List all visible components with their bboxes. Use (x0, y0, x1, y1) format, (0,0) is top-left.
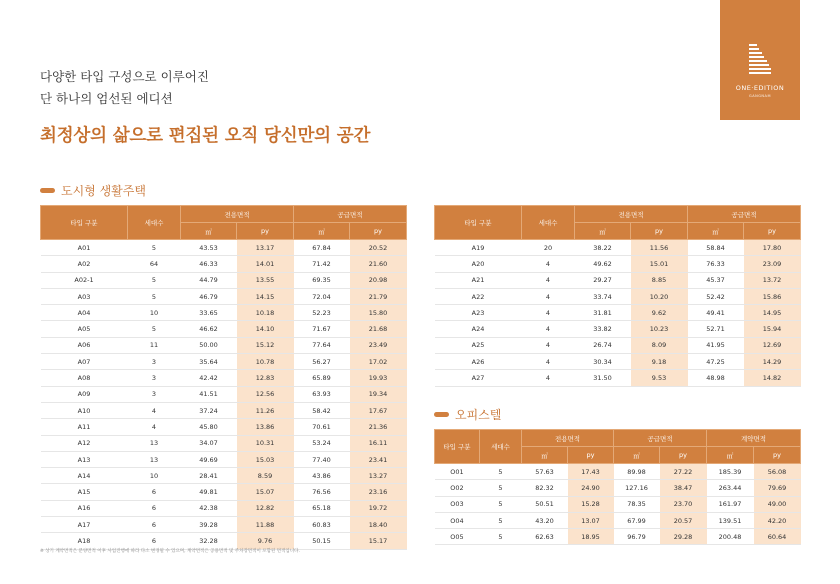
table-cell: 60.83 (294, 517, 350, 533)
header-sqm: ㎡ (522, 447, 568, 464)
section-bar-icon (40, 188, 55, 193)
table-cell: A06 (41, 337, 128, 353)
table-cell: 10 (128, 468, 181, 484)
header-sqm: ㎡ (688, 223, 744, 240)
table-cell: A10 (41, 402, 128, 418)
table-cell: 49.69 (181, 451, 237, 467)
table-cell: 9.53 (631, 370, 688, 386)
table-cell: 37.24 (181, 402, 237, 418)
table-cell: 24.90 (568, 480, 614, 496)
header-exclusive-area: 전용면적 (181, 206, 294, 223)
table-cell: 31.50 (575, 370, 631, 386)
table-cell: 4 (522, 256, 575, 272)
table-row (41, 451, 407, 467)
table-cell: 12.69 (744, 337, 801, 353)
table-cell: 13.07 (568, 512, 614, 528)
table-cell: 76.56 (294, 484, 350, 500)
table-body (435, 240, 801, 387)
header-sqm: ㎡ (294, 223, 350, 240)
table-cell: 31.81 (575, 305, 631, 321)
table-cell: 43.53 (181, 240, 237, 256)
table-cell: 3 (128, 386, 181, 402)
table-cell: 8.59 (237, 468, 294, 484)
brand-logo (720, 0, 800, 120)
table-cell: A11 (41, 419, 128, 435)
table-cell: 5 (480, 480, 522, 496)
table-cell: 28.41 (181, 468, 237, 484)
header-type: 타입 구분 (41, 206, 128, 240)
table-cell: 30.34 (575, 354, 631, 370)
header-exclusive-area: 전용면적 (522, 430, 614, 447)
table-cell: 38.47 (660, 480, 707, 496)
header-type: 타입 구분 (435, 206, 522, 240)
table-cell: 4 (522, 288, 575, 304)
table-cell: 42.42 (181, 370, 237, 386)
table-cell: 26.74 (575, 337, 631, 353)
table-row (41, 272, 407, 288)
table-cell: 17.43 (568, 464, 614, 480)
table-row (41, 402, 407, 418)
table-cell: 62.63 (522, 529, 568, 545)
table-cell: 45.37 (688, 272, 744, 288)
table-cell: A15 (41, 484, 128, 500)
table-row (41, 533, 407, 549)
header-type: 타입 구분 (435, 430, 480, 464)
table-cell: 20.57 (660, 512, 707, 528)
table-row (41, 386, 407, 402)
table-cell: 4 (522, 354, 575, 370)
header-households: 세대수 (522, 206, 575, 240)
table-cell: 67.99 (614, 512, 660, 528)
table-cell: 10.23 (631, 321, 688, 337)
table-cell: 50.15 (294, 533, 350, 549)
officetel-table (434, 429, 801, 545)
table-cell: 13.55 (237, 272, 294, 288)
table-cell: 15.94 (744, 321, 801, 337)
table-cell: 3 (128, 354, 181, 370)
table-cell: 11.56 (631, 240, 688, 256)
table-cell: 44.79 (181, 272, 237, 288)
table-row (41, 240, 407, 256)
table-cell: 60.64 (754, 529, 801, 545)
table-cell: 20.52 (350, 240, 407, 256)
header-py: py (568, 447, 614, 464)
table-cell: 6 (128, 500, 181, 516)
table-cell: 46.33 (181, 256, 237, 272)
table-row (435, 272, 801, 288)
table-cell: 23.09 (744, 256, 801, 272)
header-py: py (237, 223, 294, 240)
table-cell: 5 (128, 321, 181, 337)
table-cell: 5 (480, 496, 522, 512)
table-cell: 4 (522, 321, 575, 337)
table-cell: 185.39 (707, 464, 754, 480)
section-officetel (434, 406, 501, 423)
table-cell: 49.81 (181, 484, 237, 500)
table-cell: 49.62 (575, 256, 631, 272)
table-cell: 33.74 (575, 288, 631, 304)
table-cell: 41.95 (688, 337, 744, 353)
table-cell: 65.89 (294, 370, 350, 386)
header-supply-area: 공급면적 (688, 206, 801, 223)
table-cell: 71.42 (294, 256, 350, 272)
table-cell: A12 (41, 435, 128, 451)
table-cell: 52.23 (294, 305, 350, 321)
table-row (435, 240, 801, 256)
table-cell: 18.40 (350, 517, 407, 533)
table-row (435, 305, 801, 321)
table-cell: A18 (41, 533, 128, 549)
header-sqm: ㎡ (707, 447, 754, 464)
table-cell: A02-1 (41, 272, 128, 288)
table-cell: 12.83 (237, 370, 294, 386)
table-cell: 11 (128, 337, 181, 353)
header-py: py (631, 223, 688, 240)
table-cell: 14.10 (237, 321, 294, 337)
table-cell: A21 (435, 272, 522, 288)
table-cell: 23.16 (350, 484, 407, 500)
table-cell: 9.18 (631, 354, 688, 370)
section-title-text: 도시형 생활주택 (61, 184, 146, 198)
table-cell: 9.76 (237, 533, 294, 549)
header-sqm: ㎡ (614, 447, 660, 464)
intro-line-1: 다양한 타입 구성으로 이루어진 (40, 69, 209, 84)
table-cell: 70.61 (294, 419, 350, 435)
table-cell: 14.95 (744, 305, 801, 321)
table-row (41, 354, 407, 370)
table-cell: 5 (128, 272, 181, 288)
table-cell: 79.69 (754, 480, 801, 496)
table-cell: 4 (522, 305, 575, 321)
table-row (435, 370, 801, 386)
table-cell: 41.51 (181, 386, 237, 402)
table-cell: 6 (128, 533, 181, 549)
header-py: py (744, 223, 801, 240)
table-cell: 14.29 (744, 354, 801, 370)
table-cell: 4 (128, 419, 181, 435)
table-cell: 15.12 (237, 337, 294, 353)
table-cell: 17.02 (350, 354, 407, 370)
table-cell: A22 (435, 288, 522, 304)
table-cell: 23.49 (350, 337, 407, 353)
table-cell: 69.35 (294, 272, 350, 288)
table-cell: 19.93 (350, 370, 407, 386)
table-row (41, 517, 407, 533)
table-cell: 4 (128, 402, 181, 418)
table-row (41, 435, 407, 451)
table-cell: 82.32 (522, 480, 568, 496)
table-cell: 56.27 (294, 354, 350, 370)
table-cell: 13 (128, 451, 181, 467)
intro-text (40, 66, 209, 110)
table-cell: 23.70 (660, 496, 707, 512)
table-body (41, 240, 407, 550)
header-sqm: ㎡ (181, 223, 237, 240)
table-row (41, 370, 407, 386)
table-cell: 89.98 (614, 464, 660, 480)
table-cell: 33.82 (575, 321, 631, 337)
table-cell: A08 (41, 370, 128, 386)
table-row (435, 480, 801, 496)
table-cell: 23.41 (350, 451, 407, 467)
table-cell: 77.40 (294, 451, 350, 467)
table-cell: 18.95 (568, 529, 614, 545)
table-cell: O02 (435, 480, 480, 496)
table-cell: 20 (522, 240, 575, 256)
table-cell: 47.25 (688, 354, 744, 370)
table-cell: A03 (41, 288, 128, 304)
table-cell: 15.80 (350, 305, 407, 321)
urban-housing-table-left (40, 205, 407, 550)
table-cell: 42.20 (754, 512, 801, 528)
table-cell: 263.44 (707, 480, 754, 496)
table-cell: 11.88 (237, 517, 294, 533)
table-cell: 10.18 (237, 305, 294, 321)
brand-sub: GANGNAM (749, 94, 771, 98)
table-cell: A24 (435, 321, 522, 337)
table-cell: 17.67 (350, 402, 407, 418)
table-cell: A16 (41, 500, 128, 516)
table-cell: A02 (41, 256, 128, 272)
table-cell: 42.38 (181, 500, 237, 516)
table-cell: 14.82 (744, 370, 801, 386)
table-cell: 15.01 (631, 256, 688, 272)
table-cell: 3 (128, 370, 181, 386)
section-title-text: 오피스텔 (455, 408, 502, 422)
table-cell: 78.35 (614, 496, 660, 512)
table-row (435, 529, 801, 545)
table-cell: 21.79 (350, 288, 407, 304)
table-row (41, 419, 407, 435)
table-row (435, 321, 801, 337)
table-cell: 15.86 (744, 288, 801, 304)
table-cell: 9.62 (631, 305, 688, 321)
table-cell: 6 (128, 517, 181, 533)
table-row (41, 321, 407, 337)
table-cell: A17 (41, 517, 128, 533)
header-py: py (754, 447, 801, 464)
page-headline: 최정상의 삶으로 편집된 오직 당신만의 공간 (40, 126, 371, 146)
building-icon (749, 44, 771, 76)
table-cell: 127.16 (614, 480, 660, 496)
table-row (435, 496, 801, 512)
table-cell: 21.68 (350, 321, 407, 337)
table-row (435, 288, 801, 304)
table-cell: 5 (128, 288, 181, 304)
table-cell: 32.28 (181, 533, 237, 549)
table-cell: 10.20 (631, 288, 688, 304)
table-cell: 20.98 (350, 272, 407, 288)
table-cell: 57.63 (522, 464, 568, 480)
table-cell: 6 (128, 484, 181, 500)
table-cell: 8.09 (631, 337, 688, 353)
table-cell: 13.86 (237, 419, 294, 435)
table-cell: 52.42 (688, 288, 744, 304)
table-cell: 139.51 (707, 512, 754, 528)
table-cell: 52.71 (688, 321, 744, 337)
table-cell: 58.42 (294, 402, 350, 418)
table-cell: 49.41 (688, 305, 744, 321)
table-cell: 14.15 (237, 288, 294, 304)
table-cell: 11.26 (237, 402, 294, 418)
table-cell: 56.08 (754, 464, 801, 480)
section-urban-housing (40, 182, 146, 199)
table-cell: 27.22 (660, 464, 707, 480)
table-cell: 15.03 (237, 451, 294, 467)
table-cell: 46.79 (181, 288, 237, 304)
table-cell: O05 (435, 529, 480, 545)
table-cell: 53.24 (294, 435, 350, 451)
table-cell: 4 (522, 370, 575, 386)
table-cell: 5 (480, 512, 522, 528)
table-cell: A05 (41, 321, 128, 337)
table-cell: 63.93 (294, 386, 350, 402)
table-cell: 19.72 (350, 500, 407, 516)
table-cell: 21.36 (350, 419, 407, 435)
table-row (41, 256, 407, 272)
table-cell: 19.34 (350, 386, 407, 402)
table-cell: 58.84 (688, 240, 744, 256)
header-households: 세대수 (128, 206, 181, 240)
table-cell: 38.22 (575, 240, 631, 256)
footnote: ※ 상기 계약면적은 분양면적 이후 사업진행에 따라 다소 변경될 수 있으며, 계약면적은 공용면적 및 주차장면적이 포함된 면적입니다. (40, 549, 300, 554)
table-cell: 46.62 (181, 321, 237, 337)
table-cell: O03 (435, 496, 480, 512)
table-row (435, 354, 801, 370)
table-cell: 10 (128, 305, 181, 321)
header-sqm: ㎡ (575, 223, 631, 240)
table-cell: 96.79 (614, 529, 660, 545)
table-cell: 5 (128, 240, 181, 256)
table-row (41, 305, 407, 321)
table-row (41, 484, 407, 500)
header-py: py (660, 447, 707, 464)
table-cell: 34.07 (181, 435, 237, 451)
header-py: py (350, 223, 407, 240)
table-cell: 35.64 (181, 354, 237, 370)
table-cell: 4 (522, 272, 575, 288)
table-cell: A25 (435, 337, 522, 353)
table-cell: 14.01 (237, 256, 294, 272)
table-cell: 13 (128, 435, 181, 451)
table-cell: 43.86 (294, 468, 350, 484)
table-row (435, 464, 801, 480)
table-cell: 12.82 (237, 500, 294, 516)
table-cell: 15.17 (350, 533, 407, 549)
table-cell: 16.11 (350, 435, 407, 451)
table-cell: A07 (41, 354, 128, 370)
table-cell: A20 (435, 256, 522, 272)
table-cell: A04 (41, 305, 128, 321)
table-cell: 5 (480, 529, 522, 545)
table-cell: 4 (522, 337, 575, 353)
header-supply-area: 공급면적 (294, 206, 407, 223)
table-row (435, 256, 801, 272)
table-cell: 72.04 (294, 288, 350, 304)
brand-name: ONE·EDITION (735, 84, 785, 92)
table-cell: 76.33 (688, 256, 744, 272)
table-cell: A09 (41, 386, 128, 402)
table-cell: 50.51 (522, 496, 568, 512)
table-cell: 49.00 (754, 496, 801, 512)
table-row (435, 337, 801, 353)
header-supply-area: 공급면적 (614, 430, 707, 447)
table-cell: 15.07 (237, 484, 294, 500)
table-cell: 13.72 (744, 272, 801, 288)
table-cell: 77.64 (294, 337, 350, 353)
table-cell: O01 (435, 464, 480, 480)
table-cell: 161.97 (707, 496, 754, 512)
table-cell: 17.80 (744, 240, 801, 256)
table-cell: 45.80 (181, 419, 237, 435)
table-cell: 29.27 (575, 272, 631, 288)
table-cell: 13.17 (237, 240, 294, 256)
table-cell: A19 (435, 240, 522, 256)
table-cell: 10.31 (237, 435, 294, 451)
table-cell: O04 (435, 512, 480, 528)
table-cell: 21.60 (350, 256, 407, 272)
table-cell: 15.28 (568, 496, 614, 512)
table-cell: 39.28 (181, 517, 237, 533)
header-exclusive-area: 전용면적 (575, 206, 688, 223)
header-households: 세대수 (480, 430, 522, 464)
table-cell: A14 (41, 468, 128, 484)
urban-housing-table-right (434, 205, 801, 387)
table-cell: 12.56 (237, 386, 294, 402)
table-cell: 200.48 (707, 529, 754, 545)
intro-line-2: 단 하나의 엄선된 에디션 (40, 91, 173, 106)
table-cell: 5 (480, 464, 522, 480)
table-cell: 33.65 (181, 305, 237, 321)
table-cell: A23 (435, 305, 522, 321)
table-cell: A01 (41, 240, 128, 256)
table-cell: 29.28 (660, 529, 707, 545)
table-row (41, 468, 407, 484)
table-cell: 50.00 (181, 337, 237, 353)
table-body (435, 464, 801, 545)
table-cell: 67.84 (294, 240, 350, 256)
section-bar-icon (434, 412, 449, 417)
header-contract-area: 계약면적 (707, 430, 801, 447)
table-cell: 48.98 (688, 370, 744, 386)
table-row (41, 337, 407, 353)
table-cell: 13.27 (350, 468, 407, 484)
table-row (41, 288, 407, 304)
table-cell: 10.78 (237, 354, 294, 370)
table-cell: A13 (41, 451, 128, 467)
table-cell: 71.67 (294, 321, 350, 337)
table-cell: A27 (435, 370, 522, 386)
table-row (41, 500, 407, 516)
table-cell: 43.20 (522, 512, 568, 528)
table-cell: 64 (128, 256, 181, 272)
table-cell: A26 (435, 354, 522, 370)
table-row (435, 512, 801, 528)
table-cell: 8.85 (631, 272, 688, 288)
table-cell: 65.18 (294, 500, 350, 516)
